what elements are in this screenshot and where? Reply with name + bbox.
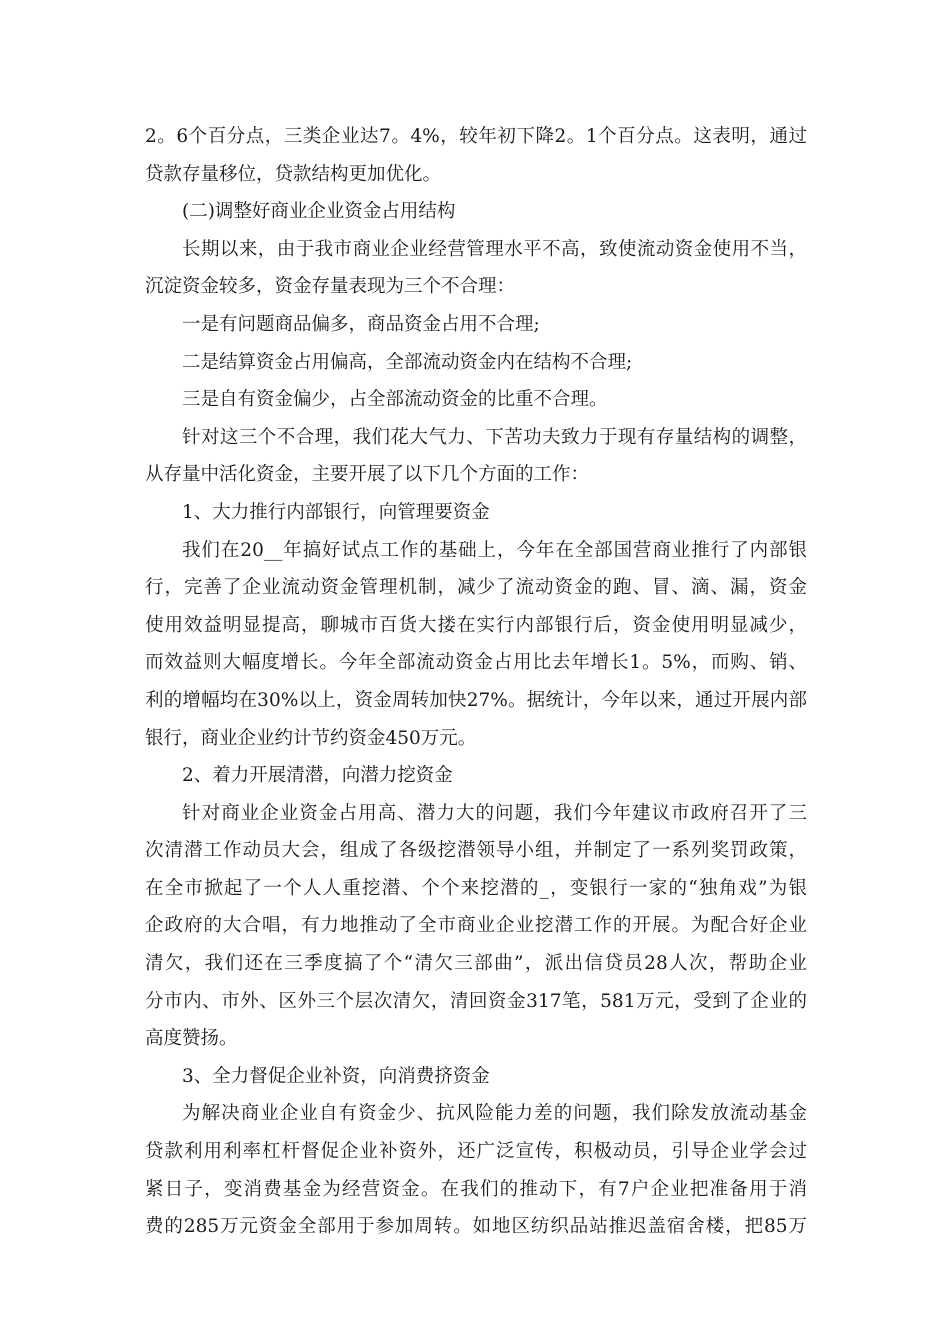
text-line: 三是自有资金偏少，占全部流动资金的比重不合理。 (182, 389, 608, 411)
text-line: 紧日子，变消费基金为经营资金。在我们的推动下，有7户企业把准备用于消 (145, 1178, 807, 1200)
text-line: 次清潜工作动员大会，组成了各级挖潜领导小组，并制定了一系列奖罚政策， (145, 840, 807, 862)
text-line: 利的增幅均在30%以上，资金周转加快27%。据统计，今年以来，通过开展内部 (145, 689, 807, 711)
text-line: 1、大力推行内部银行，向管理要资金 (182, 501, 490, 523)
text-line: 在全市掀起了一个人人重挖潜、个个来挖潜的_，变银行一家的“独角戏”为银 (145, 877, 807, 899)
document-body (145, 118, 807, 1246)
text-line: 企政府的大合唱，有力地推动了全市商业企业挖潜工作的开展。为配合好企业 (145, 915, 807, 937)
text-line: 分市内、市外、区外三个层次清欠，清回资金317笔，581万元，受到了企业的 (145, 990, 807, 1012)
text-line: 2。6个百分点，三类企业达7。4%，较年初下降2。1个百分点。这表明，通过 (145, 126, 807, 147)
text-line: 行，完善了企业流动资金管理机制，减少了流动资金的跑、冒、滴、漏，资金 (145, 577, 807, 599)
text-line: 高度赞扬。 (145, 1028, 238, 1050)
text-line: 二是结算资金占用偏高，全部流动资金内在结构不合理; (182, 351, 633, 373)
text-line: 从存量中活化资金，主要开展了以下几个方面的工作： (145, 464, 590, 486)
text-line: 贷款存量移位，贷款结构更加优化。 (145, 163, 442, 185)
text-line: 使用效益明显提高，聊城市百货大搂在实行内部银行后，资金使用明显减少， (145, 614, 807, 636)
text-line: 2、着力开展清潜，向潜力挖资金 (182, 765, 453, 787)
text-line: 针对商业企业资金占用高、潜力大的问题，我们今年建议市政府召开了三 (182, 802, 807, 824)
text-line: 银行，商业企业约计节约资金450万元。 (145, 727, 477, 749)
text-line: 贷款利用利率杠杆督促企业补资外，还广泛宣传，积极动员，引导企业学会过 (145, 1141, 807, 1163)
text-line: 针对这三个不合理，我们花大气力、下苦功夫致力于现有存量结构的调整， (182, 426, 807, 448)
text-line: 而效益则大幅度增长。今年全部流动资金占用比去年增长1。5%，而购、销、 (145, 652, 807, 674)
text-line: (二)调整好商业企业资金占用结构 (182, 201, 456, 223)
text-line: 一是有问题商品偏多，商品资金占用不合理; (182, 313, 540, 335)
text-line: 沉淀资金较多，资金存量表现为三个不合理： (145, 276, 516, 298)
text-line: 我们在20__年搞好试点工作的基础上，今年在全部国营商业推行了内部银 (182, 539, 807, 561)
text-line: 3、全力督促企业补资，向消费挤资金 (182, 1065, 490, 1087)
text-line: 长期以来，由于我市商业企业经营管理水平不高，致使流动资金使用不当， (182, 238, 807, 260)
text-line: 为解决商业企业自有资金少、抗风险能力差的问题，我们除发放流动基金 (182, 1103, 807, 1125)
text-line: 清欠，我们还在三季度搞了个“清欠三部曲”，派出信贷员28人次，帮助企业 (145, 953, 807, 975)
text-line: 费的285万元资金全部用于参加周转。如地区纺织品站推迟盖宿舍楼，把85万 (145, 1216, 807, 1238)
